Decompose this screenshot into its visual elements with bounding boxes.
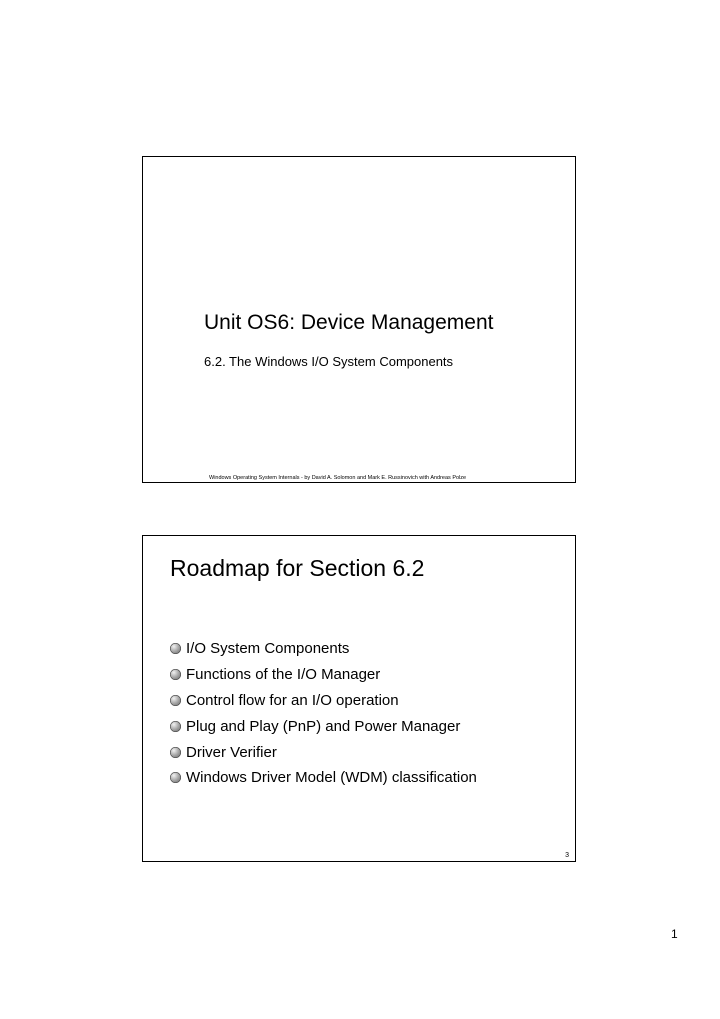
list-item-text: Driver Verifier xyxy=(186,743,277,761)
list-item xyxy=(170,636,477,662)
slide-footer: Windows Operating System Internals - by David A. Solomon and Mark E. Russinovich with Andreas Polze xyxy=(209,475,467,481)
slide-subtitle: 6.2. The Windows I/O System Components xyxy=(204,354,454,369)
list-item-text: Functions of the I/O Manager xyxy=(186,666,381,684)
sphere-bullet-icon xyxy=(170,643,181,654)
list-item xyxy=(170,688,477,714)
sphere-bullet-icon xyxy=(170,669,181,680)
slide-title xyxy=(142,156,576,483)
list-item-text: Control flow for an I/O operation xyxy=(186,691,399,709)
list-item xyxy=(170,662,477,688)
sphere-bullet-icon xyxy=(170,747,181,758)
sphere-bullet-icon xyxy=(170,721,181,732)
page-number: 1 xyxy=(671,927,678,941)
roadmap-list xyxy=(170,636,477,791)
sphere-bullet-icon xyxy=(170,772,181,783)
slide-number: 3 xyxy=(565,852,569,859)
list-item-text: I/O System Components xyxy=(186,640,350,658)
list-item xyxy=(170,739,477,765)
list-item xyxy=(170,713,477,739)
slide-title-heading: Unit OS6: Device Management xyxy=(204,311,494,334)
list-item-text: Plug and Play (PnP) and Power Manager xyxy=(186,717,461,735)
sphere-bullet-icon xyxy=(170,695,181,706)
list-item-text: Windows Driver Model (WDM) classification xyxy=(186,769,477,787)
slide-roadmap xyxy=(142,535,576,862)
list-item xyxy=(170,765,477,791)
roadmap-heading: Roadmap for Section 6.2 xyxy=(170,555,425,581)
